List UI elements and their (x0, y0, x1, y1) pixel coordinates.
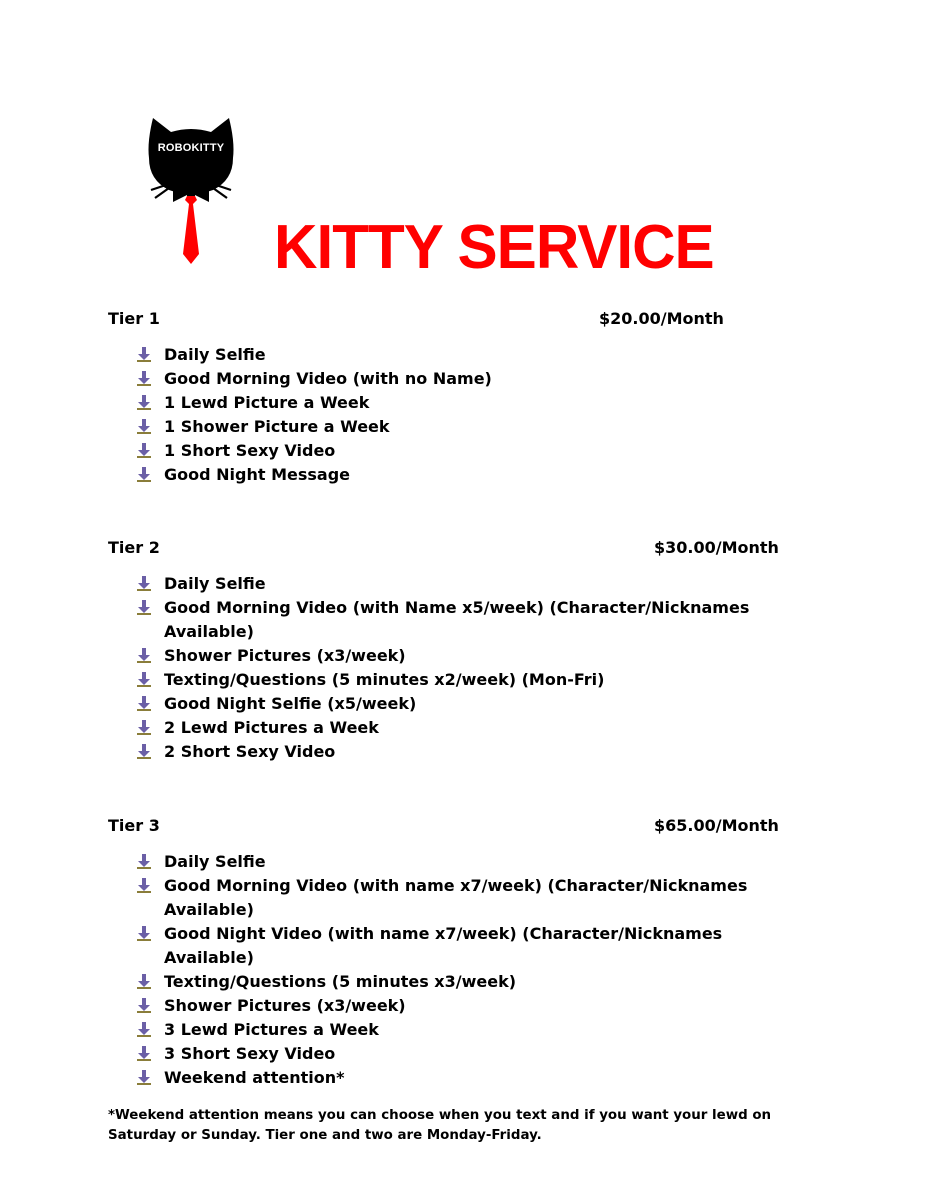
list-item (134, 970, 774, 994)
list-item (134, 644, 774, 668)
arrow-down-bullet-icon (136, 647, 152, 663)
list-item (134, 850, 774, 874)
arrow-down-bullet-icon (136, 346, 152, 362)
item-text: 1 Short Sexy Video (164, 441, 336, 460)
item-text: Daily Selfie (164, 345, 266, 364)
robokitty-logo (143, 114, 239, 270)
arrow-down-bullet-icon (136, 394, 152, 410)
item-text: Good Night Video (with name x7/week) (Character/Nicknames Available) (164, 924, 723, 967)
item-text: Shower Pictures (x3/week) (164, 996, 406, 1015)
list-item (134, 716, 774, 740)
item-text: Texting/Questions (5 minutes x2/week) (Mon-Fri) (164, 670, 605, 689)
item-text: Good Morning Video (with Name x5/week) (Character/Nicknames Available) (164, 598, 750, 641)
weekend-footnote: *Weekend attention means you can choose when you text and if you want your lewd on Saturday or Sunday. Tier one and two are Monday-Friday. (108, 1108, 772, 1143)
list-item (134, 343, 814, 367)
tier-price: $20.00/Month (599, 309, 724, 328)
arrow-down-bullet-icon (136, 1045, 152, 1061)
arrow-down-bullet-icon (136, 973, 152, 989)
list-item (134, 415, 814, 439)
arrow-down-bullet-icon (136, 370, 152, 386)
arrow-down-bullet-icon (136, 853, 152, 869)
tier-2-header (108, 536, 798, 560)
item-text: Daily Selfie (164, 574, 266, 593)
item-text: Weekend attention* (164, 1068, 345, 1087)
list-item (134, 439, 814, 463)
item-text: Good Night Message (164, 465, 350, 484)
tier-3-header (108, 814, 798, 838)
arrow-down-bullet-icon (136, 925, 152, 941)
list-item (134, 668, 774, 692)
arrow-down-bullet-icon (136, 466, 152, 482)
item-text: 1 Shower Picture a Week (164, 417, 390, 436)
item-text: 2 Lewd Pictures a Week (164, 718, 379, 737)
item-text: 2 Short Sexy Video (164, 742, 336, 761)
tier-1-header (108, 307, 748, 331)
item-text: 3 Short Sexy Video (164, 1044, 336, 1063)
list-item (134, 1042, 774, 1066)
item-text: Good Night Selfie (x5/week) (164, 694, 417, 713)
list-item (134, 922, 774, 970)
arrow-down-bullet-icon (136, 599, 152, 615)
list-item (134, 391, 814, 415)
arrow-down-bullet-icon (136, 695, 152, 711)
page-title: KITTY SERVICE (274, 213, 714, 282)
tier-name: Tier 3 (108, 816, 160, 835)
list-item (134, 740, 774, 764)
arrow-down-bullet-icon (136, 743, 152, 759)
item-text: Good Morning Video (with no Name) (164, 369, 492, 388)
list-item (134, 1066, 774, 1090)
item-text: 1 Lewd Picture a Week (164, 393, 370, 412)
item-text: Shower Pictures (x3/week) (164, 646, 406, 665)
arrow-down-bullet-icon (136, 719, 152, 735)
brand-name: ROBOKITTY (157, 142, 225, 154)
list-item (134, 367, 814, 391)
tier-1-item-list (134, 343, 814, 487)
list-item (134, 994, 774, 1018)
tier-price: $65.00/Month (654, 816, 779, 835)
arrow-down-bullet-icon (136, 442, 152, 458)
tier-name: Tier 1 (108, 309, 160, 328)
arrow-down-bullet-icon (136, 418, 152, 434)
cat-logo-icon (143, 114, 239, 270)
tier-3-item-list (134, 850, 774, 1090)
item-text: Texting/Questions (5 minutes x3/week) (164, 972, 517, 991)
list-item (134, 874, 774, 922)
list-item (134, 572, 774, 596)
list-item (134, 692, 774, 716)
item-text: Good Morning Video (with name x7/week) (Character/Nicknames Available) (164, 876, 748, 919)
item-text: 3 Lewd Pictures a Week (164, 1020, 379, 1039)
list-item (134, 463, 814, 487)
tier-price: $30.00/Month (654, 538, 779, 557)
list-item (134, 1018, 774, 1042)
arrow-down-bullet-icon (136, 575, 152, 591)
item-text: Daily Selfie (164, 852, 266, 871)
arrow-down-bullet-icon (136, 1069, 152, 1085)
list-item (134, 596, 774, 644)
arrow-down-bullet-icon (136, 671, 152, 687)
arrow-down-bullet-icon (136, 1021, 152, 1037)
tier-2-item-list (134, 572, 774, 764)
arrow-down-bullet-icon (136, 877, 152, 893)
arrow-down-bullet-icon (136, 997, 152, 1013)
tier-name: Tier 2 (108, 538, 160, 557)
